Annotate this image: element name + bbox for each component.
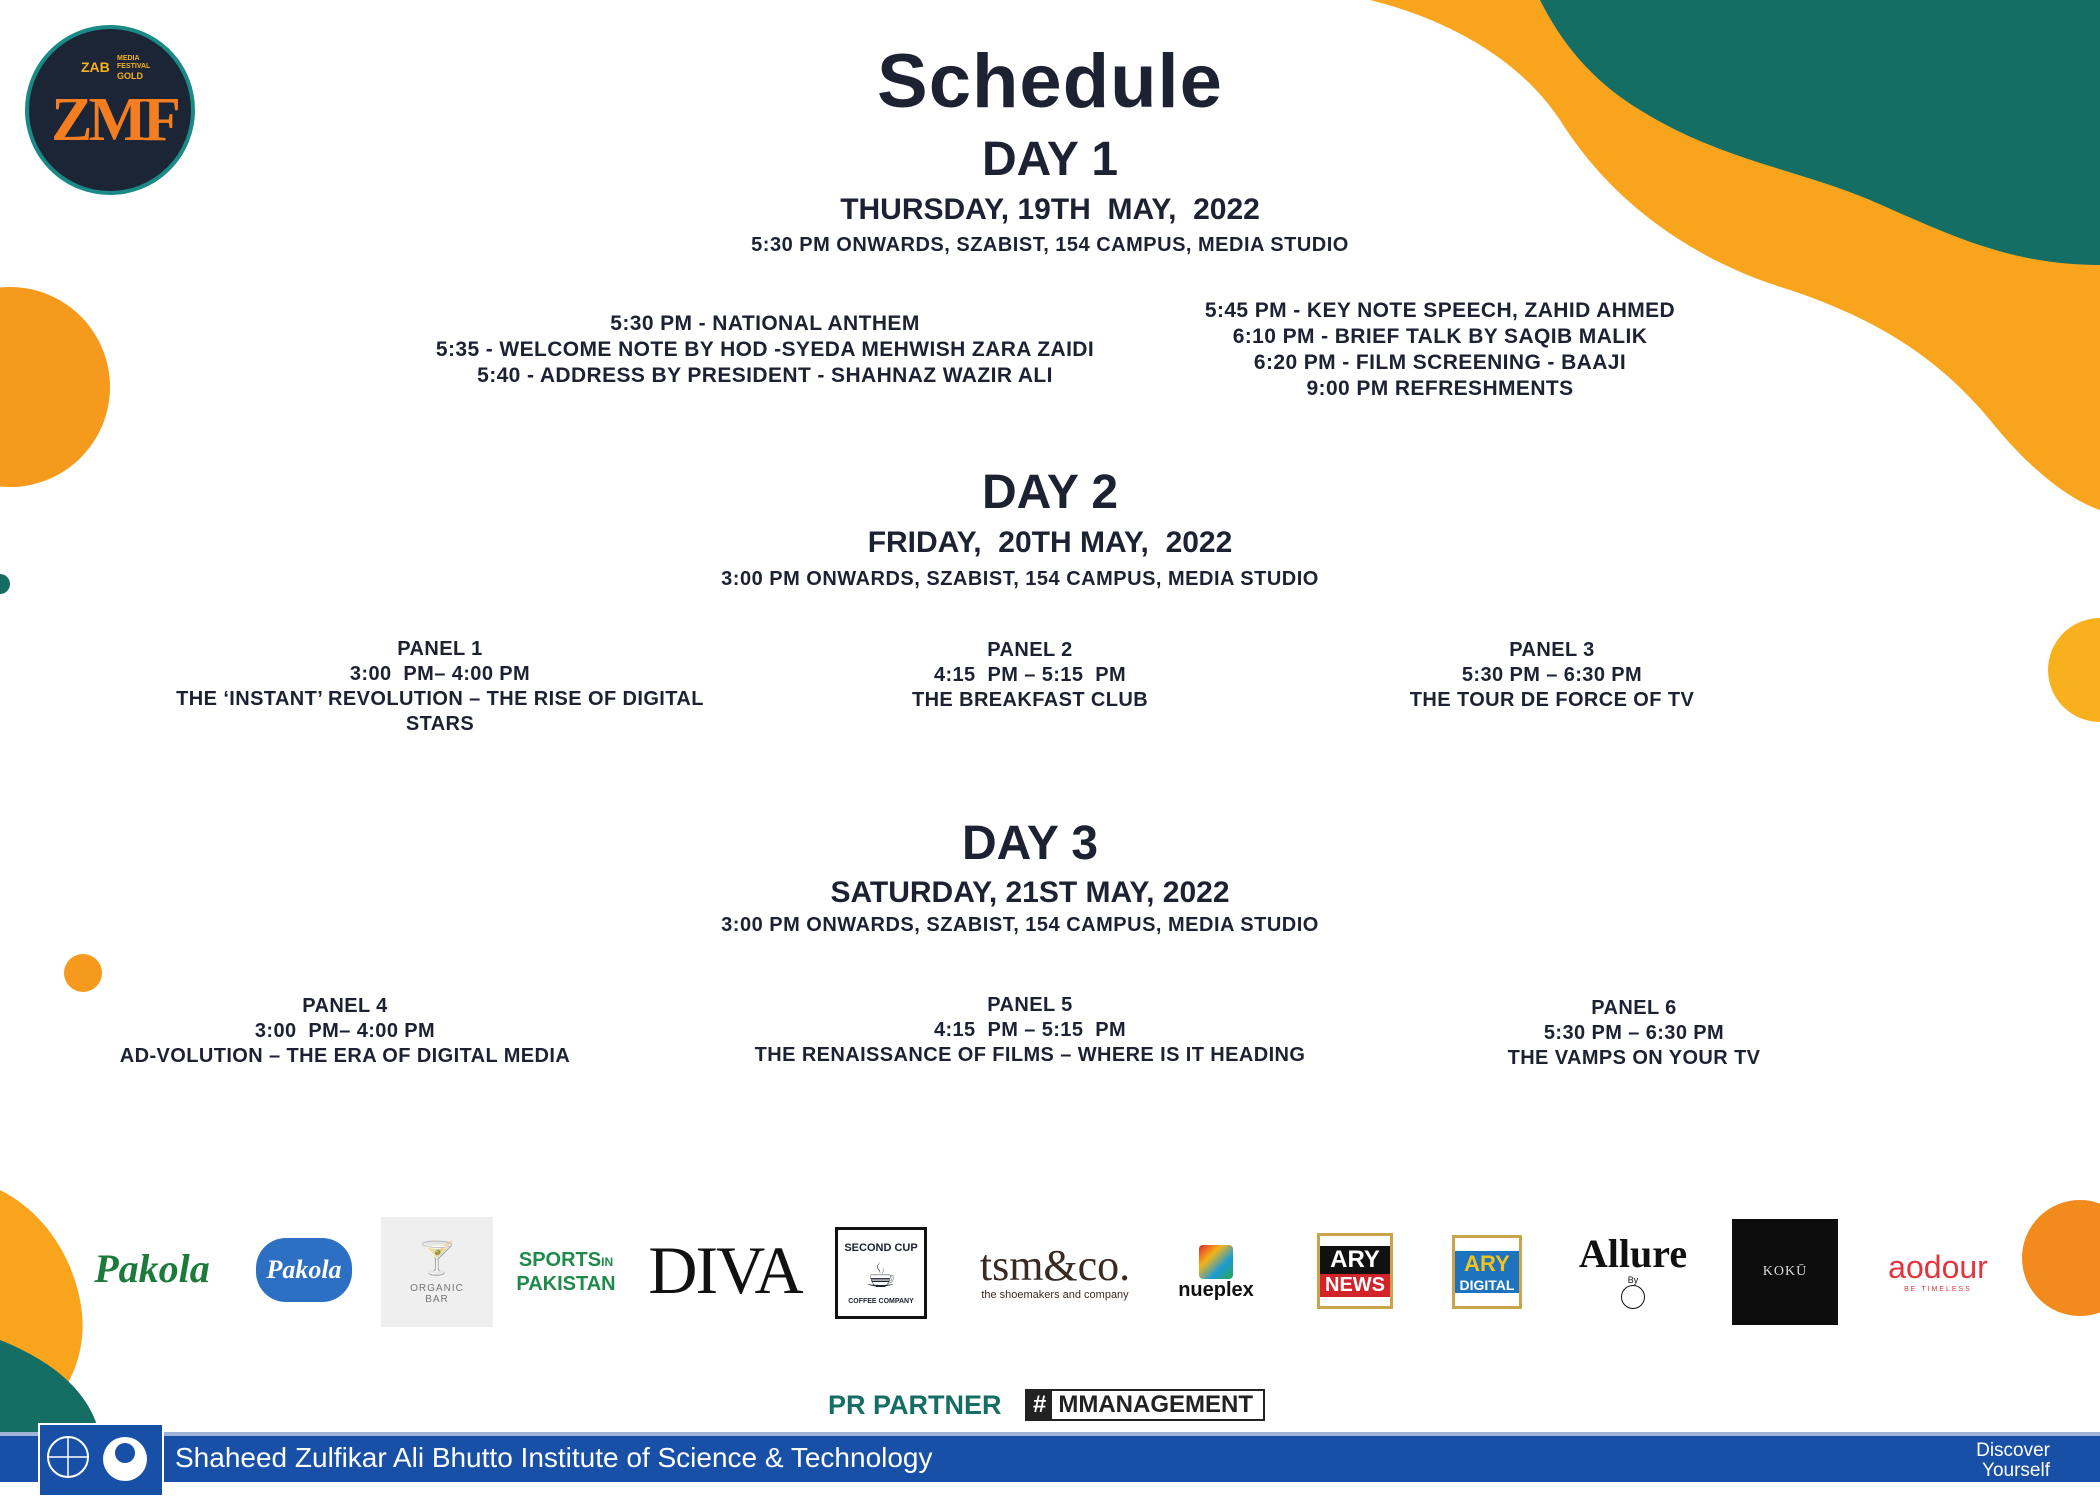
sponsor-ary-digital-logo [1452,1235,1522,1309]
day3-venue: 3:00 PM ONWARDS, SZABIST, 154 CAMPUS, MEDIA STUDIO [721,914,1319,936]
coffee-company-text: COFFEE COMPANY [848,1297,914,1305]
sponsor-pakola-logo [92,1238,212,1298]
pr-partner-logo [1025,1389,1265,1421]
discover-text: Discover [1976,1440,2050,1461]
day3-date: SATURDAY, 21ST MAY, 2022 [830,876,1230,909]
logo-mark: ZMF [51,86,177,154]
sports-text: SPORTS [518,1249,602,1271]
panel-4 [70,994,620,1069]
tsm-text: tsm&co. [979,1241,1131,1290]
day1-title: DAY 1 [981,133,1119,186]
institute-name: Shaheed Zulfikar Ali Bhutto Institute of Science & Technology [175,1442,933,1473]
day1-left-item: 5:40 - ADDRESS BY PRESIDENT - SHAHNAZ WAZIR ALI [477,364,1053,387]
ary-news-bottom: NEWS [1320,1274,1390,1297]
hashtag-icon: # [1027,1391,1052,1419]
sponsor-second-cup-logo [835,1227,927,1319]
sponsor-tsm-logo [980,1235,1130,1309]
in-text: IN [601,1255,614,1269]
allure-monogram-icon [1621,1285,1645,1309]
day1-right-item: 9:00 PM REFRESHMENTS [1306,377,1574,400]
diva-text: DIVA [648,1231,802,1308]
day1-venue: 5:30 PM ONWARDS, SZABIST, 154 CAMPUS, MEDIA STUDIO [751,234,1349,256]
pr-partner-label: PR PARTNER [828,1390,1002,1420]
sponsor-allure-logo [1568,1228,1698,1314]
nueplex-colorful-icon [1199,1245,1233,1279]
ary-news-top: ARY [1320,1246,1390,1274]
allure-text: Allure [1578,1231,1688,1276]
glass-icon: 🍸 [417,1240,457,1276]
szabist-emblem [38,1423,164,1497]
sponsor-sports-in-pakistan-logo [512,1230,620,1314]
pr-partner-name: MMANAGEMENT [1058,1391,1254,1418]
aodour-tagline: BE TIMELESS [1904,1286,1972,1293]
panel-time: 4:15 PM – 5:15 PM [933,664,1127,686]
panel-time: 4:15 PM – 5:15 PM [933,1019,1127,1041]
sponsor-diva-logo [648,1231,802,1308]
day3-title: DAY 3 [961,817,1099,870]
ary-digital-top: ARY [1455,1251,1519,1277]
panel-5 [700,993,1360,1068]
panel-time: 5:30 PM – 6:30 PM [1461,664,1643,686]
left-orange-circle [0,287,110,487]
right-orange-circle [2022,1200,2100,1316]
panel-topic: THE ‘INSTANT’ REVOLUTION – THE RISE OF DIGITAL STARS [176,688,704,735]
panel-topic: THE VAMPS ON YOUR TV [1507,1047,1761,1069]
right-yellow-circle [2048,618,2100,722]
day2-title: DAY 2 [981,466,1119,519]
panel-topic: THE TOUR DE FORCE OF TV [1409,689,1695,711]
day1-date: THURSDAY, 19TH MAY, 2022 [840,193,1260,226]
discover-yourself-tagline [1976,1441,2050,1481]
panel-name: PANEL 4 [302,995,388,1017]
tsm-tagline: the shoemakers and company [981,1289,1129,1301]
aodour-text: aodour [1888,1249,1988,1285]
panel-name: PANEL 3 [1509,639,1595,661]
panel-time: 5:30 PM – 6:30 PM [1543,1022,1725,1044]
coffee-cup-icon: ☕ [865,1256,897,1295]
day1-right-item: 6:10 PM - BRIEF TALK BY SAQIB MALIK [1232,325,1648,348]
logo-zab-text: ZAB [81,59,110,75]
panel-1 [140,637,740,737]
pakistan-text: PAKISTAN [516,1273,616,1295]
panel-3 [1352,638,1752,713]
day1-left-item: 5:35 - WELCOME NOTE BY HOD -SYEDA MEHWISH ZARA ZAIDI [435,338,1095,361]
panel-topic: AD-VOLUTION – THE ERA OF DIGITAL MEDIA [119,1045,571,1067]
panel-6 [1434,996,1834,1071]
logo-festival-text: FESTIVAL [117,63,151,70]
day1-right-schedule [1150,298,1730,402]
panel-name: PANEL 5 [987,994,1073,1016]
page-title: Schedule [877,39,1223,124]
panel-name: PANEL 2 [987,639,1073,661]
sponsor-ary-news-logo [1317,1233,1393,1309]
left-small-orange-dot [64,954,102,992]
logo-gold-text: GOLD [117,71,143,81]
nueplex-text: nueplex [1178,1278,1254,1301]
yourself-text: Yourself [1982,1460,2050,1481]
left-teal-dot [0,574,10,594]
panel-time: 3:00 PM– 4:00 PM [349,663,531,685]
sponsor-organic-bar-logo [381,1217,493,1327]
sponsor-aodour-logo [1868,1240,2008,1302]
day1-left-schedule [380,311,1150,389]
day1-right-item: 5:45 PM - KEY NOTE SPEECH, ZAHID AHMED [1204,299,1676,322]
sponsor-pakola-water-logo [256,1238,352,1302]
pakola-text: Pakola [94,1245,210,1291]
allure-by-text: By [1627,1275,1639,1285]
day2-venue: 3:00 PM ONWARDS, SZABIST, 154 CAMPUS, MEDIA STUDIO [721,568,1319,590]
day1-left-item: 5:30 PM - NATIONAL ANTHEM [610,312,920,335]
festival-logo [25,25,195,195]
panel-name: PANEL 1 [397,638,483,660]
sponsor-koku-logo [1732,1219,1838,1325]
panel-topic: THE BREAKFAST CLUB [911,689,1149,711]
second-cup-text: SECOND CUP [844,1241,918,1254]
panel-time: 3:00 PM– 4:00 PM [254,1020,436,1042]
day2-date: FRIDAY, 20TH MAY, 2022 [867,526,1233,559]
day1-right-item: 6:20 PM - FILM SCREENING - BAAJI [1253,351,1627,374]
logo-media-text: MEDIA [117,55,140,62]
panel-topic: THE RENAISSANCE OF FILMS – WHERE IS IT HEADING [754,1044,1306,1066]
pakola-water-text: Pakola [266,1255,342,1284]
panel-2 [830,638,1230,713]
koku-text: KOKŪ [1762,1264,1808,1279]
panel-name: PANEL 6 [1591,997,1677,1019]
ary-digital-bottom: DIGITAL [1455,1277,1519,1293]
sponsor-nueplex-logo [1168,1240,1264,1306]
organic-bar-text: ORGANIC BAR [410,1283,464,1305]
